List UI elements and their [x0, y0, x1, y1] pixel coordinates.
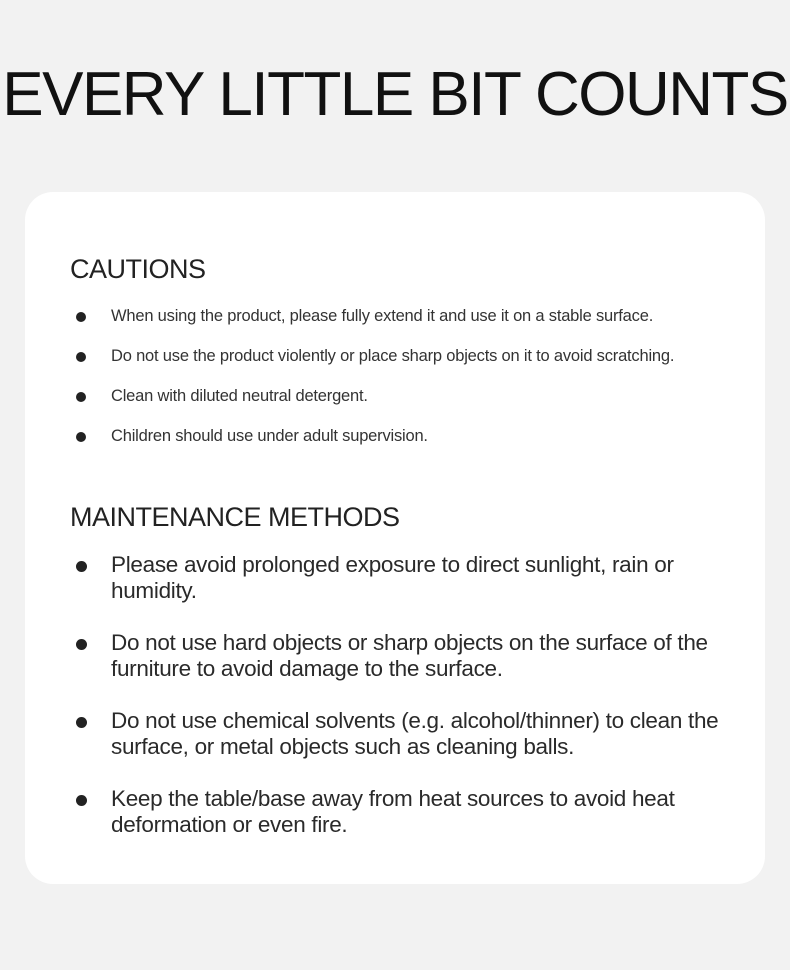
- maintenance-list-item: [25, 630, 765, 708]
- maintenance-item-text: Do not use hard objects or sharp objects on the surface of the furniture to avoid damage to the surface.: [111, 630, 708, 681]
- cautions-title: CAUTIONS: [70, 254, 206, 284]
- maintenance-title: MAINTENANCE METHODS: [70, 502, 400, 532]
- cautions-item-text: When using the product, please fully extend it and use it on a stable surface.: [111, 307, 654, 325]
- maintenance-list: [25, 552, 765, 864]
- cautions-item-text: Children should use under adult supervision.: [111, 427, 428, 445]
- maintenance-item-text: Do not use chemical solvents (e.g. alcohol/thinner) to clean the surface, or metal objects such as cleaning balls.: [111, 708, 719, 759]
- maintenance-item-text: Keep the table/base away from heat sources to avoid heat deformation or even fire.: [111, 786, 675, 837]
- bullet-dot-icon: [76, 795, 87, 806]
- info-card: [25, 192, 765, 884]
- page-headline: EVERY LITTLE BIT COUNTS: [2, 60, 788, 129]
- cautions-list-item: [25, 422, 765, 462]
- maintenance-list-item: [25, 552, 765, 630]
- cautions-list-item: [25, 382, 765, 422]
- maintenance-list-item: [25, 708, 765, 786]
- bullet-dot-icon: [76, 561, 87, 572]
- cautions-item-text: Do not use the product violently or place sharp objects on it to avoid scratching.: [111, 347, 675, 365]
- maintenance-item-text: Please avoid prolonged exposure to direct sunlight, rain or humidity.: [111, 552, 674, 603]
- bullet-dot-icon: [76, 639, 87, 650]
- bullet-dot-icon: [76, 717, 87, 728]
- cautions-item-text: Clean with diluted neutral detergent.: [111, 387, 368, 405]
- maintenance-list-item: [25, 786, 765, 864]
- cautions-list: [25, 302, 765, 462]
- bullet-dot-icon: [76, 432, 86, 442]
- bullet-dot-icon: [76, 312, 86, 322]
- bullet-dot-icon: [76, 352, 86, 362]
- cautions-list-item: [25, 342, 765, 382]
- bullet-dot-icon: [76, 392, 86, 402]
- cautions-list-item: [25, 302, 765, 342]
